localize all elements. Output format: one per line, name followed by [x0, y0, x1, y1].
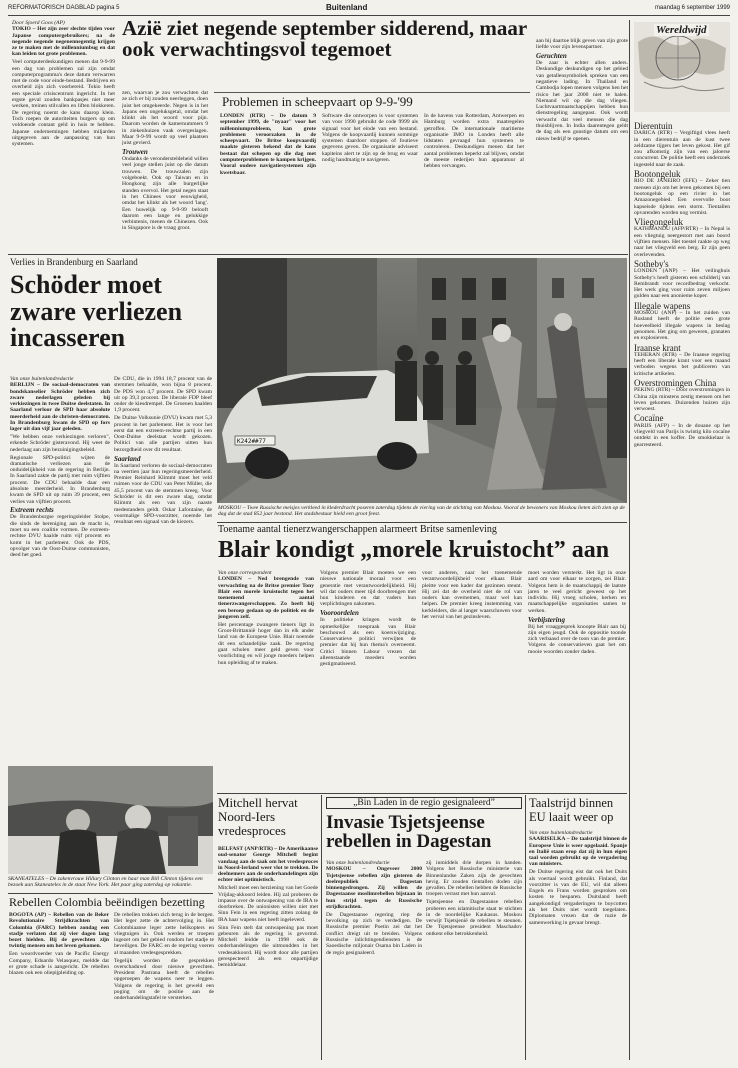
- paragraph: Sinn Fein stelt dat ontwapening pas moet gebeuren als de regering is gevormd. Mitchell leidde in 1998 ook de onderhandelingen die uitmondden in het vredesakkoord. Hij wordt door alle partijen gerespecteerd als een onpartijdige bemiddelaar.: [218, 924, 318, 969]
- sidebar-item-title: Illegale wapens: [634, 300, 691, 311]
- dagestan-col1: [326, 860, 422, 1062]
- subhead: Geruchten: [536, 52, 567, 61]
- paragraph: Mitchell moet een herziening van het Goede Vrijdag-akkoord leiden. Hij zal proberen de impasse over de ontwapening van de IRA te doorbreken. De unionisten willen niet met Sinn Fein in een regering zitten zolang de IRA haar wapens niet heeft ingeleverd.: [218, 885, 318, 923]
- sidebar-divider: [629, 20, 630, 1060]
- paragraph: Het percentage zwangere tieners ligt in Groot-Brittannië hoger dan in elk ander land van de Europese Unie. Blair noemde dit een schandelijke zaak. De regering gaat scholen meer geld geven voor voorlichting en wil jonge moeders helpen hun opleiding af te maken.: [218, 621, 314, 666]
- sidebar-item-title: Sotheby's: [634, 258, 669, 269]
- blair-col1: [218, 570, 314, 790]
- header-left: REFORMATORISCH DAGBLAD pagina 5: [8, 5, 120, 11]
- paragraph: Volgens premier Blair moeten we een nieuwe nationale moraal voor een generatie met verantwoordelijkheid. Hij wil dat ouders meer tijd doorbrengen met hun kinderen en dat vaders hun verplichtingen nakomen.: [320, 570, 416, 608]
- clinton-photo: [8, 766, 213, 874]
- lead: BERLIJN – De sociaal-democraten van bondskanselier Schröder hebben zich zware nederlagen geleden bij verkiezingen in twee Duitse deelstaten. In Saarland verloor de SPD haar absolute meerderheid aan de christen-democraten. In Brandenburg kwam de SPD op fors lager uit dan vijf jaar geleden.: [10, 382, 110, 433]
- colombia-col1: [9, 912, 109, 1062]
- paragraph: aan bij daartoe blijk geven van zijn grote liefde voor zijn levenspartner.: [536, 38, 628, 51]
- dagestan-kicker: „Bin Laden in de regio gesignaleerd”: [326, 797, 522, 809]
- blair-headline: Blair kondigt „morele kruistocht” aan: [218, 538, 610, 563]
- paragraph: Regionale SPD-politici wijten de dramatische verliezen aan de onduidelijkheid van de regering in Berlijn. In Saarland zakte de partij met ruim vijftien procent. De CDU behaalde daar een absolute meerderheid. In Brandenburg kwam de SPD uit op ruim 39 procent, een verlies van vijftien procent.: [10, 454, 110, 505]
- clinton-caption: SKANEATELES – De zakenvrouw Hillary Clinton en haar man Bill Clinton tijdens een bezoek aan Skaneateles in de staat New York. Het paar ging zaterdag op vakantie.: [8, 876, 203, 889]
- paragraph: Een woordvoerder van de Pacific Energy Company, Eduardo Velasquez, meldde dat er grote schade is aangericht. De rebellen blazen ook een oliepijpleiding op.: [9, 951, 109, 977]
- colombia-col2: [114, 912, 214, 1062]
- blair-col4: [528, 570, 626, 790]
- byline: Door Sjoerd Goos (AP): [12, 20, 65, 26]
- byline: Van onze buitenlandredactie: [10, 376, 74, 382]
- subhead: Saarland: [114, 454, 141, 463]
- paragraph: In politieke kringen wordt de opmerkelijke toespraak van Blair beschouwd als een koerswijziging. Conservatieve politici verwijten de premier dat hij hun thema's overneemt. Critici binnen Labour vrezen dat alleenstaande moeders worden gestigmatiseerd.: [320, 617, 416, 668]
- moscow-caption: MOSKOU – Twee Russische meisjes verkleed in klederdracht poseren zaterdag tijdens de viering van de stichting van Moskou. Vooral de bewoners van Moskou lieten zich zien op de dag dat de stad 852 jaar bestond. Het stadsbestuur hield een groot feest.: [218, 505, 625, 518]
- paragraph: moet worden versterkt. Het ligt in onze aard om voor elkaar te zorgen, zei Blair. Volgens hem is de maatschappij de laatste jaren te veel gericht geweest op het individu. Hij vroeg scholen, kerken en maatschappelijke organisaties samen te werken.: [528, 570, 626, 614]
- lead: LONDEN – Ned brengende van verwachting na de Britse premier Tony Blair een morele kruistocht tegen het toenemend aantal tienerzwangerschappen. Zo heeft hij een beroep gedaan op de politiek en de jongeren zelf.: [218, 576, 314, 621]
- body: Veel computerdeskundigen menen dat 9-9-99 een dag van problemen zal zijn omdat computerprogramma's deze datum verwarren met de code voor einde-bestand. Bedrijven en overheid zijn zich voorbereid. Tokio heeft een speciale crisiscentrum ingericht. In het ergste geval zouden bankpasjes niet meer werken, treinen stilvallen en liften blokkeren. De regering noemt de kans daarop klein. Toch roepen de autoriteiten burgers op om voldoende contant geld in huis te hebben. Japanse ondernemingen hebben miljarden uitgegeven aan de aanpassing van hun systemen.: [12, 59, 115, 148]
- lead: SAARISELKA – De taalstrijd binnen de Europese Unie is weer opgelaaid. Spanje en Italië staan erop dat zij in hun eigen taal worden gebruikt op de vergadering van ministers.: [529, 836, 627, 868]
- byline: Van onze buitenlandredactie: [326, 860, 390, 866]
- taalstrijd-body: [529, 830, 627, 1062]
- paragraph: De CDU, die in 1994 18,7 procent van de stemmen behaalde, won bijna 8 procent. De PDS won 4,7 procent. De SPD kwam uit op 39,3 procent. De liberale FDP bleef onder de kiesdrempel. De Groenen haalden 1,9 procent.: [114, 376, 212, 414]
- paragraph: Ondanks de verondersteldeheid willen veel jonge stellen juist op die datum trouwen. De trouwzalen zijn volgeboekt. Ook op Taiwan en in Hongkong zijn alle burgerlijke standen overvol. Het getal negen staat in het Chinees voor eeuwigheid, omdat het klinkt als het woord 'lang'. Een huwelijk op 9-9-99 belooft daarom een lange en gelukkige verbintenis, menen de Chinezen. Ook in Singapore is de vraag groot.: [122, 156, 208, 232]
- box-col1: LONDEN (RTR) – De datum 9 september 1999, de "nyaar" voor het millenniumprobleem, kan grote problemen veroorzaken in de scheepvaart. De Britse koopvaardij maakte gisteren bekend dat de kans bestaat dat schepen op die dag met computerproblemen te kampen krijgen. Vooral oudere navigatiesystemen zijn kwetsbaar.: [220, 113, 316, 176]
- section-rule: [8, 254, 628, 255]
- subhead: Vooroordelen: [320, 609, 359, 618]
- byline: Van onze buitenlandredactie: [529, 830, 593, 836]
- taalstrijd-headline: Taalstrijd binnen EU laait weer op: [529, 797, 614, 824]
- paragraph: De Brandenburgse regeringsleider Stolpe, die sinds de hereniging aan de macht is, moet nu een coalitie vormen. De extreem-rechtse DVU haalde ruim vijf procent en komt in het parlement. Ook de PDS, opvolger van de Oost-Duitse communisten, deed het goed.: [10, 514, 110, 559]
- sidebar-item-text: LONDEN (ANP) – Het veilinghuis Sotheby's heeft gisteren een schilderij van Rembrandt voor recordbedrag verkocht. Het werk ging voor ruim zeven miljoen gulden naar een anonieme koper.: [634, 268, 730, 300]
- lead: TOKIO – Het zijn zeer slechte tijden voor Japanse computergebruikers; na de negende negende negenennegentig krijgen ze te maken met de millenniumbug en dat kan leiden tot grote problemen.: [12, 26, 115, 58]
- sidebar-item-title: Cocaïne: [634, 413, 664, 424]
- moscow-street-scene: [217, 258, 627, 503]
- lead: BELFAST (ANP/RTR) – De Amerikaanse oud-senator George Mitchell begint vandaag aan de taak om het vredesproces in Noord-Ierland weer vlot te trekken. De deelnemers aan de onderhandelingen zijn echter niet optimistisch.: [218, 846, 318, 884]
- paragraph: zen, waarvan je zou verwachten dat ze zich er bij zouden neerleggen, doen juist het omgekeerde. Negen is in het Japans een ongeluksgetal, omdat het klinkt als het woord voor pijn. Daarom worden de kamernummers 9 in ziekenhuizen vaak overgeslagen. Maar 9-9-99 wordt op veel plaatsen juist gevierd.: [122, 90, 208, 147]
- paragraph: De rebellen trokken zich terug in de bergen. Het leger zette de achtervolging in. Het Colombiaanse leger zette helikopters en vliegtuigen in. Ook werden er troepen ingezet om het gebied rondom het stadje te beveiligen. De FARC en de regering voeren al maanden vredesgesprekken.: [114, 912, 214, 956]
- header-rule: [8, 15, 730, 16]
- license-plate: K242##77: [237, 438, 266, 445]
- sidebar-item-text: DARICA (RTR) – Vergiftigd vlees heeft in een dierentuin aan de kust twee zeldzame tijgers het leven gekost. Het gif zou afkomstig zijn van een jaloerse concurrent. De politie heeft een onderzoek ingesteld naar de zaak.: [634, 130, 730, 168]
- blair-col2: [320, 570, 416, 790]
- paragraph: De Dagestaanse regering riep de bevolking op zich te verdedigen. De Russische premier Poetin zei dat het conflict dreigt uit te breiden. Volgens Russische inlichtingendiensten is de Saoedische miljonair Osama bin Laden in de regio gesignaleerd.: [326, 911, 422, 956]
- header-date: maandag 6 september 1999: [654, 5, 730, 11]
- sidebar-item-title: Iraanse krant: [634, 342, 681, 353]
- box-col2: Software die ontworpen is voor systemen van voor 1990 gebruikt de code 9999 als signaal voor het einde van een bestand. Volgens de koopvaardij kunnen sommige systemen daardoor stoppen of foutieve gegevens geven. De organisatie adviseert kapiteins alert te zijn op de brug en waar nodig handmatig te navigeren.: [322, 113, 418, 164]
- colombia-headline: Rebellen Colombia beëindigen bezetting: [9, 895, 205, 909]
- dagestan-col2: [426, 860, 522, 1062]
- clinton-boat-scene: [8, 766, 213, 874]
- paragraph: Bij het vraaggesprek knoopte Blair aan bij zijn eigen jeugd. Ook de oppositie toonde zich verbaasd over de toon van de premier. Volgens de conservatieven gaat het om mooie woorden zonder daden.: [528, 623, 626, 655]
- paragraph: zij inmiddels drie dorpen in handen. Volgens het Russische ministerie van Binnenlandse Zaken zijn de gevechten hevig. Er zouden tientallen doden zijn gevallen. De rebellen hebben de Russische troepen verrast met hun aanval.: [426, 860, 522, 898]
- paragraph: voor anderen, naar het toenemende verantwoordelijkheid voor elkaar. Blair pleitte voor een kader dat gezinnen steunt. Hij zei dat de overheid niet de rol van ouders kan overnemen, maar wel kan helpen. De premier kreeg instemming van kerkleiders, die al langer waarschuwen voor het verval van het gezinsleven.: [422, 570, 522, 621]
- sidebar-item-title: Overstromingen China: [634, 377, 717, 388]
- sidebar-title: Wereldwijd: [656, 24, 707, 36]
- column-rule: [525, 795, 526, 1060]
- lead: MOSKOU – Ongeveer 2000 Tsjetsjeense rebellen zijn gisteren de deelrepubliek Dagestan binnengedrongen. Zij willen de Dagestaanse moslimrebellen bijstaan in hun strijd tegen de Russische strijdkrachten.: [326, 866, 422, 911]
- schroder-col1: [10, 376, 110, 762]
- paragraph: De Duitse Volksunie (DVU) kwam met 5,3 procent in het parlement. Het is voor het eerst dat een extreem-rechtse partij in een Oost-Duitse deelstaat wordt gekozen. Politici van alle partijen uitten hun bezorgdheid over dit resultaat.: [114, 415, 212, 453]
- sidebar-item-text: KATHMANDU (AFP/RTR) – In Nepal is een vliegtuig neergestort met aan boord vijftien mensen. Het toestel raakte op weg naar het vliegveld een berg. Er zijn geen overlevenden.: [634, 226, 730, 258]
- box-title: Problemen in scheepvaart op 9-9-'99: [222, 94, 413, 109]
- sidebar-item-text: PEKING (RTR) – Door overstromingen in China zijn minstens zestig mensen om het leven gekomen. Duizenden huizen zijn verwoest.: [634, 387, 730, 413]
- sidebar-item-text: PARIJS (AFP) – In de douane op het vliegveld van Parijs is twintig kilo cocaïne ontdekt in een koffer. De smokkelaar is gearresteerd.: [634, 422, 730, 448]
- paragraph: Tsjetsjeense en Dagestaanse rebellen proberen een islamitische staat te stichten in de noordelijke Kaukasus. Moskou verwijt Tsjetsjenië de rebellen te steunen. De Tsjetsjeense president Maschadov ontkent elke betrokkenheid.: [426, 899, 522, 937]
- paragraph: Tegelijk worden die gesprekken overschaduwd door nieuwe gevechten. President Pastrana heeft de rebellen opgeroepen de wapens neer te leggen. Volgens de regering is het geweld een poging om de positie aan de onderhandelingstafel te versterken.: [114, 957, 214, 1002]
- dagestan-headline: Invasie Tsjetsjeense rebellen in Dagestan: [326, 813, 492, 853]
- paragraph: De Duitse regering eist dat ook het Duits als voertaal wordt gebruikt. Finland, dat voorzitter is van de EU, wil dat alleen Engels en Frans worden gesproken om kosten te besparen. Duitsland heeft aangekondigd vergaderingen te boycotten als het Duits niet wordt toegelaten. Diplomaten vrezen dat de ruzie de samenwerking in gevaar brengt.: [529, 869, 627, 926]
- subhead: Extreem rechts: [10, 506, 54, 515]
- main-article-col1: [122, 90, 208, 252]
- paragraph: "We hebben onze verkiezingen verloren", erkende Schröder gisteravond. Hij weet de nederlaag aan zijn bezuinigingsbeleid.: [10, 434, 110, 453]
- sidebar-item-text: TEHERAN (RTR) – De Iraanse regering heeft een liberale krant voor een maand verboden wegens het publiceren van kritische artikelen.: [634, 351, 730, 377]
- mitchell-body: [218, 846, 318, 1062]
- schroder-headline: Schöder moet zware verliezen incasseren: [10, 272, 183, 353]
- paragraph: In Saarland verloren de sociaal-democraten na veertien jaar hun regeringsmeerderheid. Premier Reinhard Klimmt moet het veld ruimen voor de CDU van Peter Müller, die 45,5 procent van de stemmen kreeg. Voor Schröder is dit een zware slag, omdat Klimmt als een van zijn naaste medestanders geldt. Oskar Lafontaine, de voormalige SPD-voorzitter, noemde het resultaat een signaal van de kiezers.: [114, 462, 212, 526]
- shipping-box: [214, 92, 530, 252]
- column-rule: [321, 795, 322, 1060]
- sidebar-item-text: MOSKOU (ANP) – In het zuiden van Rusland heeft de politie een grote hoeveelheid illegale wapens in beslag genomen. Het ging om geweren, granaten en explosieven.: [634, 310, 730, 342]
- main-headline: Azië ziet negende september sidderend, maar ook verwachtingsvol tegemoet: [122, 18, 527, 62]
- section-rule: [8, 893, 213, 894]
- subhead: Trouwen: [122, 148, 148, 157]
- subhead: Verbijstering: [528, 615, 565, 624]
- japan-article: [12, 20, 115, 252]
- box-col3: In de havens van Rotterdam, Antwerpen en Hamburg worden extra maatregelen getroffen. De internationale maritieme organisatie IMO in Londen heeft alle lidstaten gevraagd hun systemen te controleren. Deskundigen menen dat het aantal problemen beperkt zal blijven, omdat de meeste rederijen hun apparatuur al hebben vervangen.: [424, 113, 524, 170]
- byline: Van onze correspondent: [218, 570, 272, 576]
- blair-col3: [422, 570, 522, 790]
- sidebar-news: [634, 120, 730, 1060]
- sidebar-item-title: Bootongeluk: [634, 169, 681, 180]
- section-rule: [217, 793, 627, 794]
- page-header: [8, 3, 730, 15]
- schroder-kicker: Verlies in Brandenburg en Saarland: [10, 257, 138, 267]
- header-section: Buitenland: [326, 3, 368, 12]
- paragraph: De zaar is echter allen anders. Deskundige deskundigen op het gebied van getallensymboliek spreken van een negatieve lading. In Thailand en Cambodja lopen mensen volgens hen het risico het jaar 2000 niet te halen. Niemand wil op die dag vliegen. Luchtvaartmaatschappijen hebben hun dienstregeling aangepast. Ook wordt verwacht dat veel mensen die dag thuisblijven. In India daarentegen geldt de dag als een gunstige datum om een nieuw bedrijf te openen.: [536, 60, 628, 142]
- section-rule: [217, 522, 627, 523]
- schroder-col2: [114, 376, 212, 762]
- moscow-photo: [217, 258, 627, 503]
- sidebar-item-title: Vliegongeluk: [634, 217, 683, 228]
- main-article-col-right: [536, 38, 628, 252]
- mitchell-headline: Mitchell hervat Noord-Iers vredesproces: [218, 796, 298, 838]
- sidebar-item-text: RIO DE JANEIRO (EFE) – Zeker tien mensen zijn om het leven gekomen bij een bootongeluk op een rivier in het Amazonegebied. Een overvolle boot kapseisde tijdens een storm. Tientallen opvarenden worden nog vermist.: [634, 178, 730, 216]
- sidebar-item-title: Dierentuin: [634, 121, 673, 131]
- blair-kicker: Toename aantal tienerzwangerschappen alarmeert Britse samenleving: [218, 524, 497, 535]
- lead: BOGOTA (AP) – Rebellen van de Beker Revolutionaire Strijdkrachten van Colombia (FARC) hebben zondag een stadje verlaten dat zij vier dagen lang bezet hielden. Bij de gevechten zijn twintig mensen om het leven gekomen.: [9, 912, 109, 950]
- sidebar-logo: [634, 22, 730, 112]
